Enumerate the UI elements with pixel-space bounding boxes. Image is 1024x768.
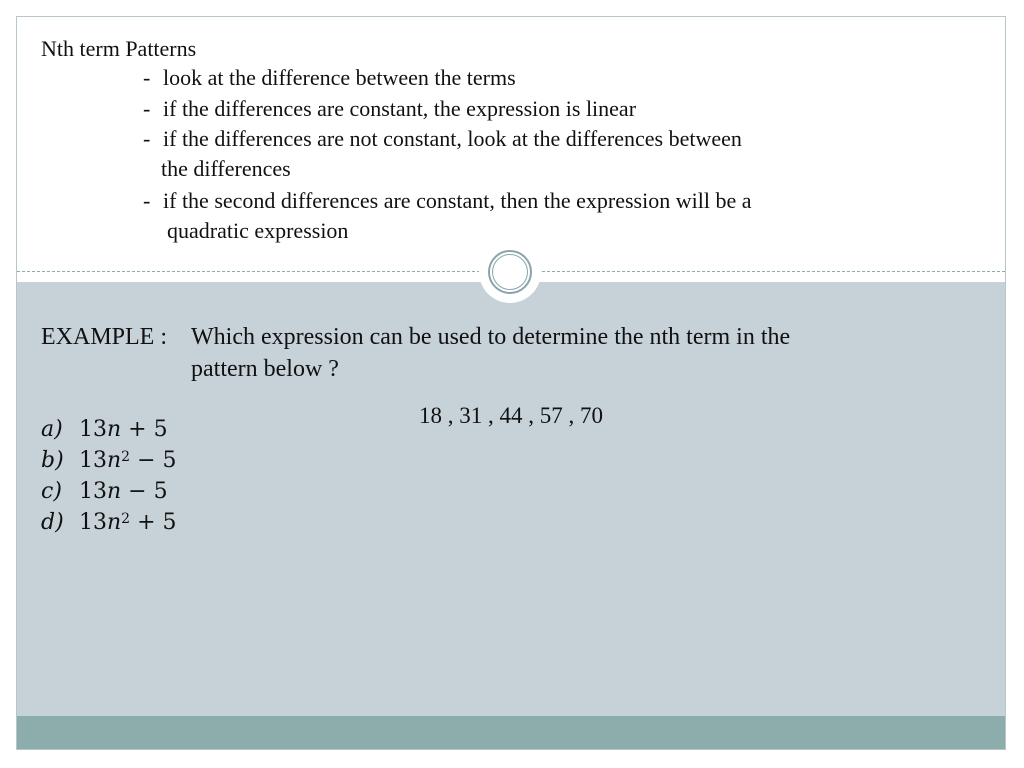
bullet-item (143, 124, 742, 154)
bullet-item (143, 63, 516, 93)
answer-option-a (41, 414, 168, 445)
example-question-line1: Which expression can be used to determine the nth term in the (191, 324, 791, 350)
option-operator: − (137, 448, 156, 473)
option-operator: + (128, 417, 147, 442)
bullet-continuation (167, 216, 348, 246)
slide-heading: Nth term Patterns (41, 36, 197, 61)
bullet-text: the differences (161, 156, 291, 181)
option-constant: 5 (162, 448, 177, 473)
option-coefficient: 13 (79, 479, 107, 504)
option-constant: 5 (162, 510, 177, 535)
bullet-dash: - (143, 65, 151, 90)
option-variable: n (107, 479, 122, 504)
option-operator: + (137, 510, 156, 535)
option-exponent: 2 (121, 449, 131, 465)
bullet-text: if the second differences are constant, then the expression will be a (163, 188, 752, 213)
option-variable: n (107, 417, 122, 442)
answer-option-d (41, 507, 177, 538)
intro-panel (17, 17, 1005, 273)
example-label: EXAMPLE : (41, 324, 167, 350)
option-letter: d) (41, 510, 64, 535)
option-operator: − (128, 479, 147, 504)
option-letter: c) (41, 479, 62, 504)
example-question-line2: pattern below ? (191, 356, 339, 382)
option-variable: n (107, 510, 122, 535)
bullet-item (143, 186, 752, 216)
footer-band (17, 716, 1005, 750)
answer-option-b (41, 445, 177, 476)
option-coefficient: 13 (79, 510, 107, 535)
option-constant: 5 (153, 417, 168, 442)
bullet-dash: - (143, 188, 151, 213)
bullet-text: look at the difference between the terms (163, 65, 516, 90)
bullet-text: quadratic expression (167, 218, 349, 243)
option-exponent: 2 (121, 511, 131, 527)
example-question (41, 321, 790, 353)
bullet-dash: - (143, 96, 151, 121)
slide (16, 16, 1006, 750)
option-coefficient: 13 (79, 417, 107, 442)
bullet-text: if the differences are not constant, look at the differences between (163, 126, 742, 151)
option-constant: 5 (153, 479, 168, 504)
number-sequence: 18 , 31 , 44 , 57 , 70 (419, 403, 603, 428)
bullet-text: if the differences are constant, the expression is linear (163, 96, 637, 121)
bullet-item (143, 94, 636, 124)
bullet-continuation (161, 154, 291, 184)
option-variable: n (107, 448, 122, 473)
option-coefficient: 13 (79, 448, 107, 473)
divider-ring-inner-icon (492, 254, 528, 290)
bullet-dash: - (143, 126, 151, 151)
answer-option-c (41, 476, 168, 507)
option-letter: a) (41, 417, 63, 442)
option-letter: b) (41, 448, 64, 473)
